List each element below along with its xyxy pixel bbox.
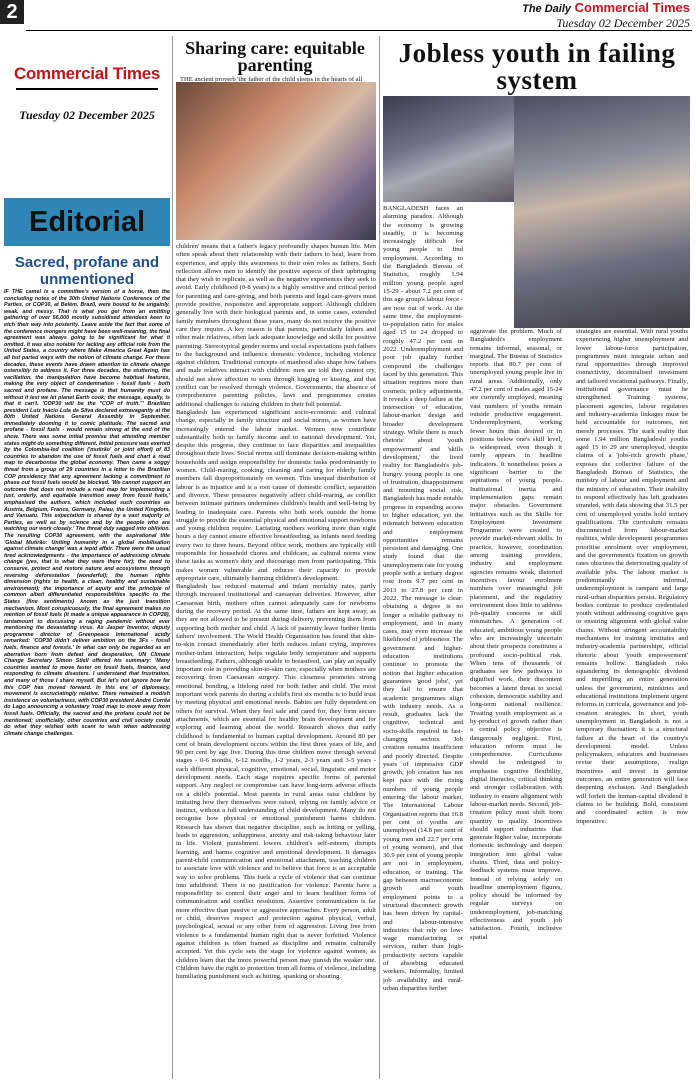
article-column: BANGLADESH faces an alarming paradox. Although the economy is growing steadily, it is becoming increasingly difficult for young people to find employment. According to the Bangladesh Bureau of Statistics, roughly 1.94 million young people aged 15-29 - about 7.2 per cent of this age group's labour force - are now out of work. At the same time, the employment-to-population ratio for males aged 15 to 24 dropped to roughly 47.2 per cent in 2022. Underemployment and poor job quality further compound the challenges faced by this generation. This situation requires more than cosmetic policy adjustments. It reveals a deep failure at the intersection of education, labour-market design and broader development strategy. While there is much rhetoric about 'youth empowerment' and 'skills development,' the lived reality for Bangladesh's job-hungry young people is one of frustration, disappointment and mounting social risk. Bangladesh has made notable progress in expanding access to higher education, yet the mismatch between education and employment opportunities remains persistent and damaging. One study found that the unemployment rate for young people with a tertiary degree rose from 9.7 per cent in 2013 to 27.8 per cent in 2022. The message is clear: obtaining a degree is no longer a reliable pathway to employment, and in many cases, may even increase the likelihood of joblessness. The government and higher-education institutions continue to promote the notion that higher education guarantees 'good jobs', yet they fail to ensure that academic programmes align with industry needs. As a result, graduates lack the cognitive, technical and socio-skills required in fast-changing sectors. Job creation remains insufficient and poorly directed. Despite years of impressive GDP growth, job creation has not kept pace with the rising numbers of young people entering the labour market. The International Labour Organisation reports that 16.8 per cent of youths are unemployed (14.8 per cent of young men and 22.7 per cent of young women), and that 30.9 per cent of young people are not in employment, education, or training. The gap between macroeconomic growth and youth employment points to a structural disconnect: growth has been driven by capital- and labour-intensive industries that rely on low-wage manufacturing or services, rather than high-productivity sectors capable of absorbing educated workers. Informality, limited job availability and rural-urban disparities further	[383, 205, 463, 992]
sidebar-brand: Commercial Times	[13, 64, 161, 83]
masthead-brand-name: Commercial Times	[574, 0, 690, 15]
article-photo	[176, 82, 376, 240]
article-paragraph: children' means that a father's legacy profoundly shapes human life. Men often speak about their relationship with their fathers to heal, learn from experience, and apply this awareness to their own roles as fathers. Such reflection allows men to identify the positive aspects of their upbringing that they wish to replicate, as well as the negative experiences they seek to avoid. Early childhood (0-8 years) is a highly sensitive and critical period for parenting and care-giving, and both parents and legal care-givers must provide positive, responsive and appropriate support. Although children generally live with their biological parents and, in some cases, extended family members throughout these years, many do not receive the positive care they require. A key reason is that parents, particularly fathers and other male relatives, often lack adequate knowledge and skills for positive parenting. Stereotypical gender norms and social expectations push fathers to the background and influence domestic violence, including violence against children. Traditional concepts of manhood also shape how fathers and male relatives interact with children: men are told they cannot cry, should not show affection to sons through hugging or kissing, and that conflict can be resolved through violence. Governments, the absence of comprehensive parenting policies, laws and programmes creates additional challenges to raising children to their full potential.	[176, 243, 376, 408]
sidebar-brand-rule	[16, 88, 158, 90]
article-title: Jobless youth in failing system	[398, 38, 676, 95]
article-title: Sharing care: equitable parenting	[185, 38, 365, 75]
masthead-brand	[522, 0, 690, 15]
editorial-banner	[4, 198, 170, 246]
editorial-body: IF THE camel is a committee's version of a horse, then the concluding notes of the 30th United Nations Conference of the Parties, or COP30, at Belém, Brazil, were bound to be ungainly, weak, and messy. That is what you get from an emitting gathering of over 56,000 mostly subsidised attendees keen to etch their way into posterity. Leave aside the fact that some of the conference mongers might have been well-meaning, the final agreement was always going to be significant for what it omitted. It was also notable for lacking any official role from the United States, a country where Make America Great Again has all but parted ways with the notion of climate change. For these decades, these events have drawn attention to climate change ostensibly to address it. For three decades, the stuttering, the vacillation, the manipulation have become habitual features, making the very object of condemnation - fossil fuels - both sacred and profane. The message is that humanity must do without it lest we let planet Earth cook; the message, equally, is that it can't. 'COP30 will be the "COP of truth."' Brazilian president Luiz Inácio Lula da Silva declared extravagantly at the 80th United Nations General Assembly in September, immediately dooming it to comic platitude. The sacred and profane - fossil fuels - would remain strong at the end of the show. There was some initial promise that attending member states might do something different. Initial pressure was exerted by the Colombia-led coalition ('mutirão' or joint effort) of 83 countries to abandon the use of fossil fuels and chart a road map to decarbonise the global economy. Then came a soggy threat from a group of 29 countries in a letter to the Brazilian COP presidency that any agreement lacking a commitment to phase out fossil fuels would be blocked. 'We cannot support an outcome that does not include a road map for implementing a just, orderly, and equitable transition away from fossil fuels,' emphasised the authors, which included such countries as Austria, Belgium, France, Germany, Palau, the United Kingdom, and Vanuatu. This expectation is shared by a vast majority of Parties, as well as by science and by the people who are watching our work closely.' The threat duly sagged into oblivion. The resulting COP30 agreement, with the aspirational title 'Global Mutirão: Uniting humanity in a global mobilisation against climate change' was a tepid affair. There were the usual tired acknowledgments - the importance of addressing climate change (yes, that is what they were there for); the need to conserve, protect and restore nature and ecosystems through reversing deforestation (wonderful); the human rights dimension (rights to health, a clean, healthy and sustainable environment); the importance of equity and the principle of common albeit differentiated responsibilities specific to the States (fine sentiments) known as the just transition mechanism. Most conspicuously, the final agreement makes no mention of fossil fuels (it made a unique appearance in COP28), tantamount to discussing a raging pandemic without ever mentioning the devastating virus. As Jasper Inventor, deputy programme director of Greenpeace International acidly remarked: 'COP30 didn't deliver ambition on the 3Fs - fossil fuels, finance and forests.' In what can only be regarded as an aberration born from defeat and desperation, UN Climate Change Secretary Simon Stiell offered his summary: 'Many countries wanted to move faster on fossil fuels, finance, and responding to climate disasters. I understand that frustration, and many of those I share myself. But let's not ignore how far this COP has moved forward. In this era of diplomacy, movement is excruciatingly relative. There remained a modish insistence on voluntariness, with COP30 president André Corrêa do Lago announcing a voluntary 'road map to move away from fossil fuels. Officially, the sacred and the profane could not be mentioned; unofficially, other countries and civil society could do what they wished with scant to wish when addressing climate change challenges.	[4, 289, 170, 737]
masthead-date: Tuesday 02 December 2025	[556, 16, 690, 30]
article-photo	[383, 96, 517, 202]
article-photo	[514, 96, 690, 328]
editorial-headline: Sacred, profane and unmentioned	[14, 254, 160, 288]
editorial-label: Editorial	[28, 205, 145, 238]
article-intro: THE ancient proverb 'the father of the child sleeps in the hearts of all	[180, 76, 363, 82]
article-paragraph: Bangladesh has experienced significant socio-economic and cultural change, especially in family structure and social norms, as women have increasingly entered the labour market. Women now contribute substantially both to family income and to national development. Yet, despite this progress, they continue to face disparities and inequalities throughout their lives. Social norms still dominate decision-making within households and assign responsibility for domestic tasks predominantly to women. Child-rearing, cooking, cleaning and caring for elderly family members fall disproportionately on women. This unequal distribution of labour is as injustice and is a root cause of domestic conflict, separation and divorce. These pressures negatively affect child-rearing, as conflict between intimate partners undermines children's health and well-being by leading to inadequate care. Parents who both work outside the home struggle to provide the essential physical and emotional support newborns and young children require. Lactating mothers working more than eight hours a day cannot ensure effective breastfeeding, as infants need feeding every two to three hours. Beyond office work, mothers are typically still responsible for household chores and childcare, as cultural norms view these tasks as women's duty and discourage men from participating. This makes women vulnerable and reduces their capacity to provide appropriate care, ultimately harming children's development.	[176, 408, 376, 582]
article-column: aggravate the problem. Much of Bangladesh's employment remains informal, seasonal, or marginal. The Bureau of Statistics reports that 80.7 per cent of unemployed young people live in rural areas. Additionally, only 47.2 per cent of males aged 15-24 are currently employed, meaning vast numbers of youths remain outside productive engagement. Underemployment, working fewer hours than desired or in positions below one's skill level, is widespread, even though it rarely appears in headline indicators. It nonetheless poses a significant barrier to the aspirations of young people. Institutional inertia and implementation gaps remain major obstacles. Government initiatives such as the Skills for Employment Investment Programme were created to provide market-relevant skills. In practice, however, coordination among training providers, industry and employment agencies remains weak, distorted incentives favour enrolment numbers over meaningful job placement, and the regulatory environment does little to address job-quality concerns or skill mismatches. A generation of educated, ambitious young people who are increasingly uncertain about their prospects constitutes a profound socio-political risk. When tens of thousands of graduates see few pathways to dignified work, their discontent becomes a latent threat to social cohesion, democratic stability and long-term national resilience. Treating youth employment as a by-product of growth rather than a central policy objective is dangerously negligent. First, education reform must be comprehensive. Curriculums should be redesigned to emphasise cognitive flexibility, digital literacies, critical thinking and stronger collaboration with industry to ensure alignment with labour-market needs. Second, job-creation policy must shift from quantity to quality. Incentives should support industries that generate higher value, incorporate domestic technology and deepen integration into global value chains. Third, data and policy-feedback systems must improve. Instead of relying solely on headline unemployment figures, policy should be informed by regular surveys on underemployment, job-matching effectiveness and youth job satisfaction. Fourth, inclusive spatial	[470, 328, 562, 941]
article-column: strategies are essential. With rural youths experiencing higher unemployment and lower labour-force participation, programmes must integrate urban and rural opportunities through improved connectivity, decentralised investment and tailored vocational pathways. Finally, institutional governance must be strengthened. Training systems, placement agencies, labour regulators and industry-academia linkages must be held accountable for outcomes, not merely processes. The stark reality that some 1.94 million Bangladeshi youths aged 15 to 29 are unemployed, despite claims of a 'jobs-rich growth phase,' exposes the collective failure of the Bangladesh Bureau of Statistics, the ministry of labour and employment and the ministry of education. Their inability to respond effectively has left graduates stranded, with data showing that 31.5 per cent of unemployed youths hold tertiary qualifications. The curriculum remains disconnected from labour-market realities, while development programmes prioritise enrolment over employment, and the government's fixation on growth rates obscures the deteriorating quality of available jobs. The labour market is predominantly informal, underemployment is rampant and large rural-urban disparities persist. Regulatory bodies continue to produce credentialed youth without addressing cognitive gaps or ensuring alignment with global value chains. Without stringent accountability mechanisms for training institutes and industry-academia partnerships, official rhetoric about 'youth empowerment' remains hollow. Bangladesh risks squandering its demographic dividend and imperilling an entire generation unless the government, ministries and educational institutions implement urgent reforms in curricula, governance and job-creation strategies. In short, youth unemployment in Bangladesh is not a temporary fluctuation; it is a structural failure at the heart of the country's development model. Unless policymakers, educators and businesses revise their assumptions, realign incentives and invest in genuine outcomes, an entire generation will face deepening exclusion. And Bangladesh will forfeit the human-capital dividend it claims to be building. Bold, consistent and coordinated action is now imperative.	[576, 328, 688, 825]
article-paragraph: Bangladesh has reduced maternal and infant mortality rates, partly through increased institutional and caesarean deliveries. However, after Caesarean birth, mothers often cannot adequately care for newborns during the recovery period. At the same time, fathers are kept away, as they are not allowed to be present during delivery, preventing them from supporting both mother and child. A lack of paternity leave further limits fathers' involvement. The World Health Organisation has found that skin-to-skin contact immediately after birth reduces infant crying, improves mother-infant interaction, helps regulate body temperature and supports breastfeeding. Fathers, although unable to breastfeed, can play an equally important role in providing skin-to-skin care, especially when mothers are recovering from Caesarean surgery. This closeness promotes strong emotional bonding, a lifelong need for both father and child. The most important work parents do during a child's first six months is to build trust by meeting physical and emotional needs. Babies are fully dependent on others for survival. When they feel safe and cared for, they form secure attachments, which are essential for healthy brain development and for exploring and learning about the world. Research shows that early childhood is fundamental to human capital development. Around 80 per cent of brain development occurs within the first three years of life, and 90 per cent by age five. During this time children move through several stages - 0-6 months, 6-12 months, 1-2 years, 2-3 years and 3-5 years - each different physical, cognitive, emotional, social, linguistic and motor development needs. Each stage requires specific forms of parental support. Any neglect or compromise can have long-term adverse effects on a child's potential. Most parents in rural areas raise children by imitating how they themselves were raised, relying on family advice or instinct, without a full understanding of child development. Many do not recognise how physical or emotional punishment harms children. Research has shown that negative discipline, such as hitting or yelling, leads to aggression, unhappiness, anxiety and risk-taking behaviour later in life. Violent punishment lowers children's self-esteem, disrupts learning, and harms cognitive and emotional development. It damages parent-child communication and emotional attachment, teaching children to associate love with violence and to believe that force is an acceptable way to solve problems. This fuels a cycle of violence that can continue into adulthood. There is no justification for violence. Parents have a responsibility to control their anger and to learn healthier forms of communication and conflict resolution. Assertive communication is far more effective than passive or aggressive approaches. Every person, adult or child, deserves respect and protection against physical, verbal, psychological, sexual or any other form of aggression. Living free from violence is a fundamental human right that is never forfeited. Violence against children is often framed as discipline and remains culturally accepted. Yet this cycle sets the stage for violence against women, as children learn that the more powerful person may punish the weaker one. Children have the right to protection from all forms of violence, including humiliating punishment such as hitting, spanking or shouting.	[176, 583, 376, 981]
sidebar-date: Tuesday 02 December 2025	[19, 108, 155, 122]
top-rule	[26, 30, 692, 31]
column-divider	[172, 36, 173, 1079]
page-number: 2	[0, 0, 24, 24]
masthead-brand-prefix: The Daily	[522, 3, 571, 15]
masthead	[522, 0, 690, 31]
editorial-column	[4, 36, 170, 1079]
column-divider	[379, 36, 380, 1079]
article-body	[176, 243, 376, 1079]
